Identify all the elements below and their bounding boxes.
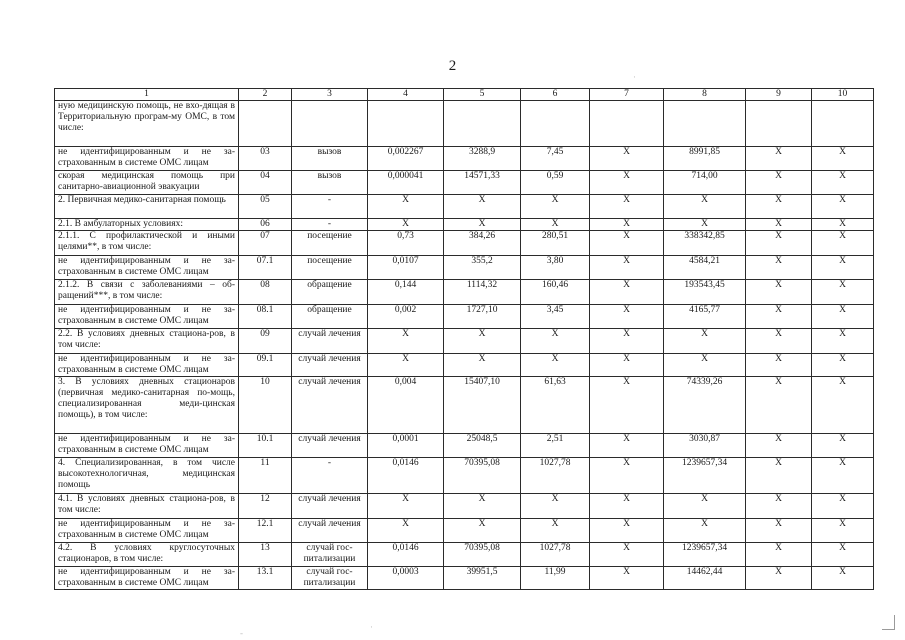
table-cell: случай лечения — [292, 354, 368, 377]
table-cell: X — [746, 195, 812, 219]
table-cell: X — [746, 567, 812, 590]
table-cell: - — [292, 219, 368, 231]
table-cell: X — [664, 519, 746, 543]
table-cell: X — [664, 494, 746, 519]
table-cell: X — [746, 219, 812, 231]
table-cell: 0,73 — [368, 231, 444, 256]
table-row — [55, 231, 874, 256]
table-cell: X — [521, 195, 590, 219]
table-cell: 10.1 — [239, 434, 292, 458]
table-body — [55, 101, 874, 590]
table-cell: X — [590, 305, 664, 329]
table-cell: 0,002267 — [368, 147, 444, 171]
row-description-cell: не идентифицированным и не за-страхованным в системе ОМС лицам — [55, 434, 239, 458]
column-header: 1 — [55, 89, 239, 101]
column-header: 9 — [746, 89, 812, 101]
table-cell: - — [292, 458, 368, 494]
table-cell — [812, 101, 874, 147]
table-cell: 7,45 — [521, 147, 590, 171]
page-number: 2 — [448, 58, 457, 74]
table-cell: 0,0001 — [368, 434, 444, 458]
column-header: 5 — [444, 89, 521, 101]
table-cell: обращение — [292, 305, 368, 329]
table-cell: X — [444, 195, 521, 219]
table-cell: X — [368, 329, 444, 354]
table-cell: X — [521, 519, 590, 543]
table-cell: X — [368, 195, 444, 219]
table-cell: X — [812, 329, 874, 354]
row-description-cell: 3. В условиях дневных стационаров (первичная медико-санитарная по-мощь, специализированная меди-цинская помощь), в том числе: — [55, 377, 239, 434]
table-row — [55, 329, 874, 354]
table-cell: X — [812, 567, 874, 590]
table-cell: X — [590, 519, 664, 543]
table-cell: X — [590, 256, 664, 280]
table-cell: 3288,9 — [444, 147, 521, 171]
table-cell: 1239657,34 — [664, 543, 746, 567]
row-description-cell: 4.2. В условиях круглосуточных стационаров, в том числе: — [55, 543, 239, 567]
table-cell: X — [812, 494, 874, 519]
table-cell — [521, 101, 590, 147]
table-row — [55, 543, 874, 567]
table-cell: X — [521, 329, 590, 354]
table-cell: X — [590, 567, 664, 590]
table-cell: X — [746, 256, 812, 280]
table-cell: 0,144 — [368, 280, 444, 305]
table-cell: X — [746, 434, 812, 458]
table-row — [55, 195, 874, 219]
table-row — [55, 101, 874, 147]
table-cell: случай лечения — [292, 519, 368, 543]
table-cell: 3,80 — [521, 256, 590, 280]
table-cell: X — [590, 171, 664, 195]
scan-speck: - — [240, 628, 243, 638]
table-row — [55, 147, 874, 171]
table-cell: X — [746, 171, 812, 195]
table-cell: 4165,77 — [664, 305, 746, 329]
table-row — [55, 567, 874, 590]
table-cell: X — [590, 280, 664, 305]
table-cell: случай гос-питализации — [292, 567, 368, 590]
table-cell — [746, 101, 812, 147]
table-cell: 07 — [239, 231, 292, 256]
table-cell: X — [812, 458, 874, 494]
table-row — [55, 377, 874, 434]
table-cell: X — [812, 280, 874, 305]
row-description-cell: не идентифицированным и не за-страхованным в системе ОМС лицам — [55, 567, 239, 590]
table-cell: 05 — [239, 195, 292, 219]
table-cell: X — [746, 377, 812, 434]
table-row — [55, 171, 874, 195]
table-cell: X — [812, 171, 874, 195]
row-description-cell: ную медицинскую помощь, не вхо-дящая в Территориальную програм-му ОМС, в том числе: — [55, 101, 239, 147]
column-header: 6 — [521, 89, 590, 101]
column-header: 3 — [292, 89, 368, 101]
table-cell: 13.1 — [239, 567, 292, 590]
table-cell: X — [590, 195, 664, 219]
scan-corner-mark — [882, 615, 895, 630]
table-cell: 1027,78 — [521, 543, 590, 567]
table-cell: X — [368, 219, 444, 231]
table-cell: 384,26 — [444, 231, 521, 256]
table-cell: X — [444, 494, 521, 519]
table-cell: 8991,85 — [664, 147, 746, 171]
table-cell: X — [664, 219, 746, 231]
table-cell — [444, 101, 521, 147]
table-cell: 08.1 — [239, 305, 292, 329]
table-cell: X — [444, 354, 521, 377]
table-cell: X — [746, 305, 812, 329]
table-cell: X — [368, 354, 444, 377]
table-cell: X — [746, 494, 812, 519]
table-cell: X — [746, 354, 812, 377]
table-cell: X — [664, 354, 746, 377]
table-cell: 07.1 — [239, 256, 292, 280]
table-cell: 338342,85 — [664, 231, 746, 256]
table-row — [55, 256, 874, 280]
table-cell: 15407,10 — [444, 377, 521, 434]
table-cell: X — [812, 519, 874, 543]
table-cell: X — [746, 231, 812, 256]
table-row — [55, 458, 874, 494]
table-cell: посещение — [292, 256, 368, 280]
table-cell: 0,002 — [368, 305, 444, 329]
table-cell: X — [368, 494, 444, 519]
table-row — [55, 354, 874, 377]
row-description-cell: не идентифицированным и не за-страхованным в системе ОМС лицам — [55, 147, 239, 171]
table-cell: 10 — [239, 377, 292, 434]
table-cell: X — [812, 219, 874, 231]
table-cell: X — [590, 543, 664, 567]
table-cell — [664, 101, 746, 147]
row-description-cell: 2.1.1. С профилактической и иными целями**, в том числе: — [55, 231, 239, 256]
table-cell: X — [746, 280, 812, 305]
table-cell: 12 — [239, 494, 292, 519]
table-cell: X — [444, 329, 521, 354]
table-cell: X — [746, 329, 812, 354]
table-cell: 280,51 — [521, 231, 590, 256]
scan-speck: · — [370, 622, 373, 632]
table-cell — [239, 101, 292, 147]
row-description-cell: не идентифицированным и не за-страхованным в системе ОМС лицам — [55, 519, 239, 543]
table-cell: X — [746, 543, 812, 567]
table-cell: X — [812, 256, 874, 280]
table-cell: 0,0146 — [368, 543, 444, 567]
table-row — [55, 434, 874, 458]
data-table — [54, 88, 874, 590]
table-cell: - — [292, 195, 368, 219]
table-cell: 0,59 — [521, 171, 590, 195]
table-cell: посещение — [292, 231, 368, 256]
table-cell: X — [746, 458, 812, 494]
table-row — [55, 494, 874, 519]
table-cell: X — [590, 434, 664, 458]
row-description-cell: 4.1. В условиях дневных стациона-ров, в том числе: — [55, 494, 239, 519]
table-cell: 14462,44 — [664, 567, 746, 590]
table-cell: X — [521, 219, 590, 231]
table-cell: 3030,87 — [664, 434, 746, 458]
table-cell: 74339,26 — [664, 377, 746, 434]
table-cell: 09 — [239, 329, 292, 354]
row-description-cell: 2.2. В условиях дневных стациона-ров, в том числе: — [55, 329, 239, 354]
table-cell: 39951,5 — [444, 567, 521, 590]
table-cell: 3,45 — [521, 305, 590, 329]
table-cell: X — [590, 494, 664, 519]
row-description-cell: не идентифицированным и не за-страхованным в системе ОМС лицам — [55, 305, 239, 329]
column-header: 7 — [590, 89, 664, 101]
table-cell: 61,63 — [521, 377, 590, 434]
table-cell: X — [812, 354, 874, 377]
table-cell: обращение — [292, 280, 368, 305]
table-cell: 0,004 — [368, 377, 444, 434]
table-row — [55, 305, 874, 329]
table-cell: X — [746, 147, 812, 171]
table-cell: X — [746, 519, 812, 543]
header-row — [55, 89, 874, 101]
table-cell: вызов — [292, 171, 368, 195]
row-description-cell: не идентифицированным и не за-страхованным в системе ОМС лицам — [55, 354, 239, 377]
table-cell: X — [521, 354, 590, 377]
table-cell: 714,00 — [664, 171, 746, 195]
table-cell: 2,51 — [521, 434, 590, 458]
row-description-cell: 2.1.2. В связи с заболеваниями – об-ращений***, в том числе: — [55, 280, 239, 305]
table-cell: X — [590, 377, 664, 434]
table-cell: случай гос-питализации — [292, 543, 368, 567]
table-cell — [590, 101, 664, 147]
table-cell: 09.1 — [239, 354, 292, 377]
row-description-cell: 2.1. В амбулаторных условиях: — [55, 219, 239, 231]
table-cell: 0,0146 — [368, 458, 444, 494]
table-cell: случай лечения — [292, 329, 368, 354]
table-cell: 160,46 — [521, 280, 590, 305]
table-cell: X — [590, 219, 664, 231]
table-cell: X — [812, 195, 874, 219]
table-cell: X — [812, 543, 874, 567]
table-row — [55, 280, 874, 305]
table-cell: X — [664, 195, 746, 219]
table-cell: X — [444, 519, 521, 543]
row-description-cell: 2. Первичная медико-санитарная помощь — [55, 195, 239, 219]
table-cell: X — [664, 329, 746, 354]
row-description-cell: не идентифицированным и не за-страхованным в системе ОМС лицам — [55, 256, 239, 280]
table-cell: X — [812, 147, 874, 171]
column-header: 4 — [368, 89, 444, 101]
table-cell: 06 — [239, 219, 292, 231]
table-cell: X — [444, 219, 521, 231]
table-cell — [368, 101, 444, 147]
table-cell — [292, 101, 368, 147]
table-cell: X — [812, 305, 874, 329]
table-cell: 1727,10 — [444, 305, 521, 329]
table-row — [55, 519, 874, 543]
table-cell: 193543,45 — [664, 280, 746, 305]
table-cell: 1114,32 — [444, 280, 521, 305]
table-cell: X — [812, 377, 874, 434]
table-cell: 03 — [239, 147, 292, 171]
table-cell: 14571,33 — [444, 171, 521, 195]
table-cell: 25048,5 — [444, 434, 521, 458]
table-cell: X — [812, 434, 874, 458]
table-cell: X — [590, 329, 664, 354]
table-cell: X — [521, 494, 590, 519]
table-cell: 08 — [239, 280, 292, 305]
table-cell: 4584,21 — [664, 256, 746, 280]
column-header: 8 — [664, 89, 746, 101]
table-cell: случай лечения — [292, 494, 368, 519]
column-header: 10 — [812, 89, 874, 101]
table-cell: 11 — [239, 458, 292, 494]
table-cell: X — [590, 147, 664, 171]
table-cell: случай лечения — [292, 377, 368, 434]
table-cell: 13 — [239, 543, 292, 567]
table-cell: 70395,08 — [444, 543, 521, 567]
table-row — [55, 219, 874, 231]
table-cell: 355,2 — [444, 256, 521, 280]
table-cell: 70395,08 — [444, 458, 521, 494]
scan-speck: · — [633, 72, 636, 82]
table-cell: 04 — [239, 171, 292, 195]
table-cell: 1027,78 — [521, 458, 590, 494]
table-cell: X — [590, 458, 664, 494]
table-cell: X — [590, 354, 664, 377]
row-description-cell: 4. Специализированная, в том числе высокотехнологичная, медицинская помощь — [55, 458, 239, 494]
table-cell: 0,0003 — [368, 567, 444, 590]
table-cell: X — [368, 519, 444, 543]
row-description-cell: скорая медицинская помощь при санитарно-авиационной эвакуации — [55, 171, 239, 195]
table-cell: 0,000041 — [368, 171, 444, 195]
table-cell: 1239657,34 — [664, 458, 746, 494]
table-cell: случай лечения — [292, 434, 368, 458]
table-cell: X — [590, 231, 664, 256]
table-cell: 12.1 — [239, 519, 292, 543]
table-cell: X — [812, 231, 874, 256]
table-cell: 11,99 — [521, 567, 590, 590]
column-header: 2 — [239, 89, 292, 101]
table-cell: 0,0107 — [368, 256, 444, 280]
table-cell: вызов — [292, 147, 368, 171]
